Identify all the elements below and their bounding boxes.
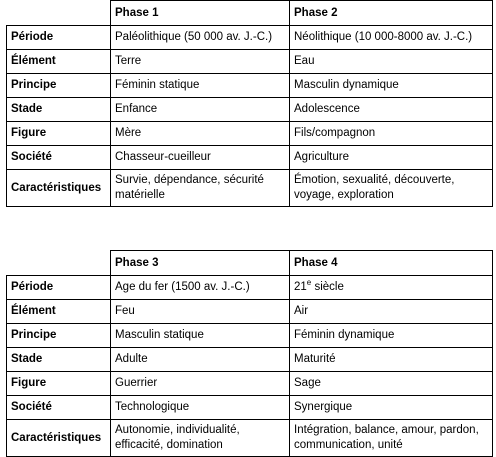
- row-label-caracteristiques: Caractéristiques: [7, 170, 111, 207]
- cell-phase-4-element: Air: [290, 300, 493, 324]
- table-row: [7, 50, 493, 74]
- cell-phase-1-element: Terre: [111, 50, 290, 74]
- table-row: [7, 396, 493, 420]
- header-phase-3: Phase 3: [111, 251, 290, 276]
- cell-phase-1-periode: Paléolithique (50 000 av. J.-C.): [111, 26, 290, 50]
- table-row: [7, 122, 493, 146]
- cell-phase-2-element: Eau: [290, 50, 493, 74]
- table-row: [7, 348, 493, 372]
- header-phase-4: Phase 4: [290, 251, 493, 276]
- cell-phase-3-periode: Age du fer (1500 av. J.-C.): [111, 276, 290, 300]
- row-label-periode: Période: [7, 26, 111, 50]
- cell-phase-4-stade: Maturité: [290, 348, 493, 372]
- table-row: [7, 300, 493, 324]
- header-blank-cell: [7, 251, 111, 276]
- cell-phase-3-principe: Masculin statique: [111, 324, 290, 348]
- cell-phase-2-figure: Fils/compagnon: [290, 122, 493, 146]
- cell-phase-2-stade: Adolescence: [290, 98, 493, 122]
- table-row: [7, 372, 493, 396]
- row-label-figure: Figure: [7, 122, 111, 146]
- cell-phase-3-caracteristiques: Autonomie, individualité, efficacité, domination: [111, 420, 290, 457]
- row-label-figure: Figure: [7, 372, 111, 396]
- row-label-principe: Principe: [7, 324, 111, 348]
- cell-phase-3-figure: Guerrier: [111, 372, 290, 396]
- cell-phase-3-stade: Adulte: [111, 348, 290, 372]
- cell-phase-4-societe: Synergique: [290, 396, 493, 420]
- table-row: [7, 74, 493, 98]
- phases-1-2-table: [6, 0, 493, 207]
- cell-phase-4-periode: 21e siècle: [290, 276, 493, 300]
- header-phase-2: Phase 2: [290, 1, 493, 26]
- table-row: [7, 170, 493, 207]
- cell-phase-4-figure: Sage: [290, 372, 493, 396]
- cell-phase-3-societe: Technologique: [111, 396, 290, 420]
- row-label-element: Élément: [7, 50, 111, 74]
- header-phase-1: Phase 1: [111, 1, 290, 26]
- table-row: [7, 146, 493, 170]
- row-label-periode: Période: [7, 276, 111, 300]
- table-header-row: [7, 1, 493, 26]
- row-label-stade: Stade: [7, 98, 111, 122]
- cell-phase-1-caracteristiques: Survie, dépendance, sécurité matérielle: [111, 170, 290, 207]
- table-row: [7, 98, 493, 122]
- row-label-stade: Stade: [7, 348, 111, 372]
- cell-phase-3-element: Feu: [111, 300, 290, 324]
- table-row: [7, 324, 493, 348]
- cell-phase-2-periode: Néolithique (10 000-8000 av. J.-C.): [290, 26, 493, 50]
- header-blank-cell: [7, 1, 111, 26]
- cell-phase-1-societe: Chasseur-cueilleur: [111, 146, 290, 170]
- cell-phase-1-principe: Féminin statique: [111, 74, 290, 98]
- cell-phase-2-caracteristiques: Émotion, sexualité, découverte, voyage, exploration: [290, 170, 493, 207]
- phases-3-4-table: [6, 250, 493, 457]
- row-label-societe: Société: [7, 146, 111, 170]
- cell-phase-1-figure: Mère: [111, 122, 290, 146]
- cell-phase-1-stade: Enfance: [111, 98, 290, 122]
- row-label-element: Élément: [7, 300, 111, 324]
- cell-phase-4-caracteristiques: Intégration, balance, amour, pardon, communication, unité: [290, 420, 493, 457]
- row-label-caracteristiques: Caractéristiques: [7, 420, 111, 457]
- row-label-societe: Société: [7, 396, 111, 420]
- cell-phase-2-societe: Agriculture: [290, 146, 493, 170]
- table-header-row: [7, 251, 493, 276]
- table-row: [7, 26, 493, 50]
- cell-phase-4-principe: Féminin dynamique: [290, 324, 493, 348]
- table-row: [7, 420, 493, 457]
- cell-phase-2-principe: Masculin dynamique: [290, 74, 493, 98]
- row-label-principe: Principe: [7, 74, 111, 98]
- table-row: [7, 276, 493, 300]
